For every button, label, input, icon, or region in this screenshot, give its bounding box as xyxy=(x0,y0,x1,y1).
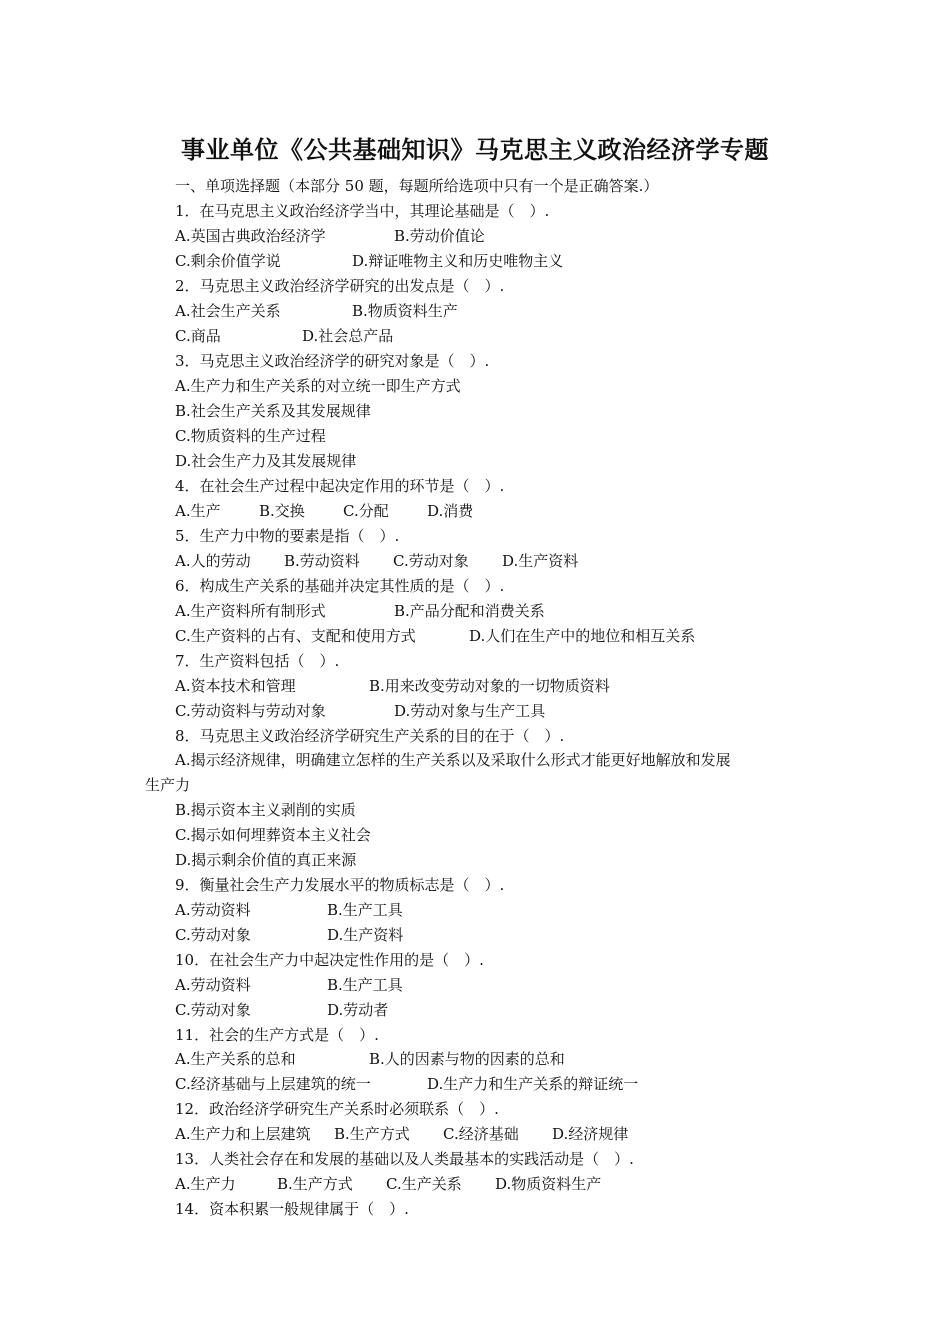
option: B.劳动资料 xyxy=(284,552,360,570)
question-stem: 13．人类社会存在和发展的基础以及人类最基本的实践活动是（ ）. xyxy=(175,1150,634,1168)
option: D.社会生产力及其发展规律 xyxy=(175,452,357,470)
option: D.人们在生产中的地位和相互关系 xyxy=(469,627,696,645)
option: D.劳动对象与生产工具 xyxy=(394,702,546,720)
option: D.消费 xyxy=(427,502,474,520)
option-row xyxy=(175,549,578,574)
option: C.劳动对象 xyxy=(393,552,469,570)
option: B.交换 xyxy=(259,502,305,520)
option: D.经济规律 xyxy=(552,1125,629,1143)
option: B.物质资料生产 xyxy=(352,302,458,320)
option: B.社会生产关系及其发展规律 xyxy=(175,402,371,420)
option-row xyxy=(175,1047,565,1072)
option: A.生产力 xyxy=(175,1175,236,1193)
option: A.劳动资料 xyxy=(175,901,251,919)
option-row xyxy=(175,674,610,699)
option: A.揭示经济规律，明确建立怎样的生产关系以及采取什么形式才能更好地解放和发展 xyxy=(175,751,731,769)
option: A.社会生产关系 xyxy=(175,302,281,320)
option: C.生产资料的占有、支配和使用方式 xyxy=(175,627,416,645)
option: A.生产 xyxy=(175,502,221,520)
option: D.生产力和生产关系的辩证统一 xyxy=(427,1075,639,1093)
option: B.生产方式 xyxy=(334,1125,410,1143)
question-stem: 10．在社会生产力中起决定性作用的是（ ）. xyxy=(175,951,484,969)
question-stem: 3．马克思主义政治经济学的研究对象是（ ）. xyxy=(175,352,490,370)
option: D.社会总产品 xyxy=(302,327,394,345)
option: A.生产力和生产关系的对立统一即生产方式 xyxy=(175,377,461,395)
option: D.揭示剩余价值的真正来源 xyxy=(175,851,357,869)
option-row xyxy=(175,998,388,1023)
option: C.经济基础与上层建筑的统一 xyxy=(175,1075,371,1093)
option: B.生产方式 xyxy=(277,1175,353,1193)
option: C.商品 xyxy=(175,327,221,345)
option-row xyxy=(175,249,563,274)
option-row xyxy=(175,1072,638,1097)
question-stem: 11．社会的生产方式是（ ）. xyxy=(175,1026,379,1044)
option: A.生产关系的总和 xyxy=(175,1050,296,1068)
option: D.劳动者 xyxy=(327,1001,389,1019)
option: A.生产资料所有制形式 xyxy=(175,602,326,620)
option: B.生产工具 xyxy=(327,976,403,994)
question-stem: 12．政治经济学研究生产关系时必须联系（ ）. xyxy=(175,1100,499,1118)
question-stem: 1．在马克思主义政治经济学当中，其理论基础是（ ）. xyxy=(175,202,550,220)
option-row xyxy=(175,1122,628,1147)
option: B.揭示资本主义剥削的实质 xyxy=(175,801,356,819)
option-continuation: 生产力 xyxy=(145,776,191,794)
option-row xyxy=(175,923,403,948)
option: A.资本技术和管理 xyxy=(175,677,296,695)
question-stem: 7．生产资料包括（ ）. xyxy=(175,652,340,670)
option: A.生产力和上层建筑 xyxy=(175,1125,311,1143)
option: A.英国古典政治经济学 xyxy=(175,227,326,245)
option-row xyxy=(175,324,393,349)
option: B.劳动价值论 xyxy=(394,227,485,245)
option-row xyxy=(175,1172,601,1197)
question-stem: 2．马克思主义政治经济学研究的出发点是（ ）. xyxy=(175,277,505,295)
question-stem: 8．马克思主义政治经济学研究生产关系的目的在于（ ）. xyxy=(175,727,565,745)
option: A.劳动资料 xyxy=(175,976,251,994)
question-stem: 9．衡量社会生产力发展水平的物质标志是（ ）. xyxy=(175,876,505,894)
option: D.生产资料 xyxy=(502,552,579,570)
option-row xyxy=(175,898,403,923)
option: B.用来改变劳动对象的一切物质资料 xyxy=(369,677,610,695)
question-stem: 6．构成生产关系的基础并决定其性质的是（ ）. xyxy=(175,577,505,595)
option: C.剩余价值学说 xyxy=(175,252,281,270)
option: C.劳动资料与劳动对象 xyxy=(175,702,326,720)
option-row xyxy=(175,224,485,249)
option-row xyxy=(175,299,458,324)
option-row xyxy=(175,599,545,624)
option-row xyxy=(175,973,403,998)
question-stem: 14．资本积累一般规律属于（ ）. xyxy=(175,1200,409,1218)
option: D.生产资料 xyxy=(327,926,404,944)
option: C.劳动对象 xyxy=(175,926,251,944)
option: C.生产关系 xyxy=(386,1175,462,1193)
option: C.分配 xyxy=(343,502,389,520)
question-stem: 5．生产力中物的要素是指（ ）. xyxy=(175,527,400,545)
option: C.劳动对象 xyxy=(175,1001,251,1019)
option: D.辩证唯物主义和历史唯物主义 xyxy=(352,252,564,270)
question-stem: 4．在社会生产过程中起决定作用的环节是（ ）. xyxy=(175,477,505,495)
option: C.揭示如何埋葬资本主义社会 xyxy=(175,826,371,844)
option: B.人的因素与物的因素的总和 xyxy=(369,1050,565,1068)
section-heading: 一、单项选择题（本部分 50 题，每题所给选项中只有一个是正确答案.） xyxy=(175,177,659,195)
option: C.物质资料的生产过程 xyxy=(175,427,326,445)
option: A.人的劳动 xyxy=(175,552,251,570)
option-row xyxy=(175,699,545,724)
option: C.经济基础 xyxy=(443,1125,519,1143)
option: B.生产工具 xyxy=(327,901,403,919)
option: B.产品分配和消费关系 xyxy=(394,602,545,620)
document-title: 事业单位《公共基础知识》马克思主义政治经济学专题 xyxy=(181,136,769,164)
option-row xyxy=(175,624,695,649)
option-row xyxy=(175,499,473,524)
option: D.物质资料生产 xyxy=(495,1175,602,1193)
